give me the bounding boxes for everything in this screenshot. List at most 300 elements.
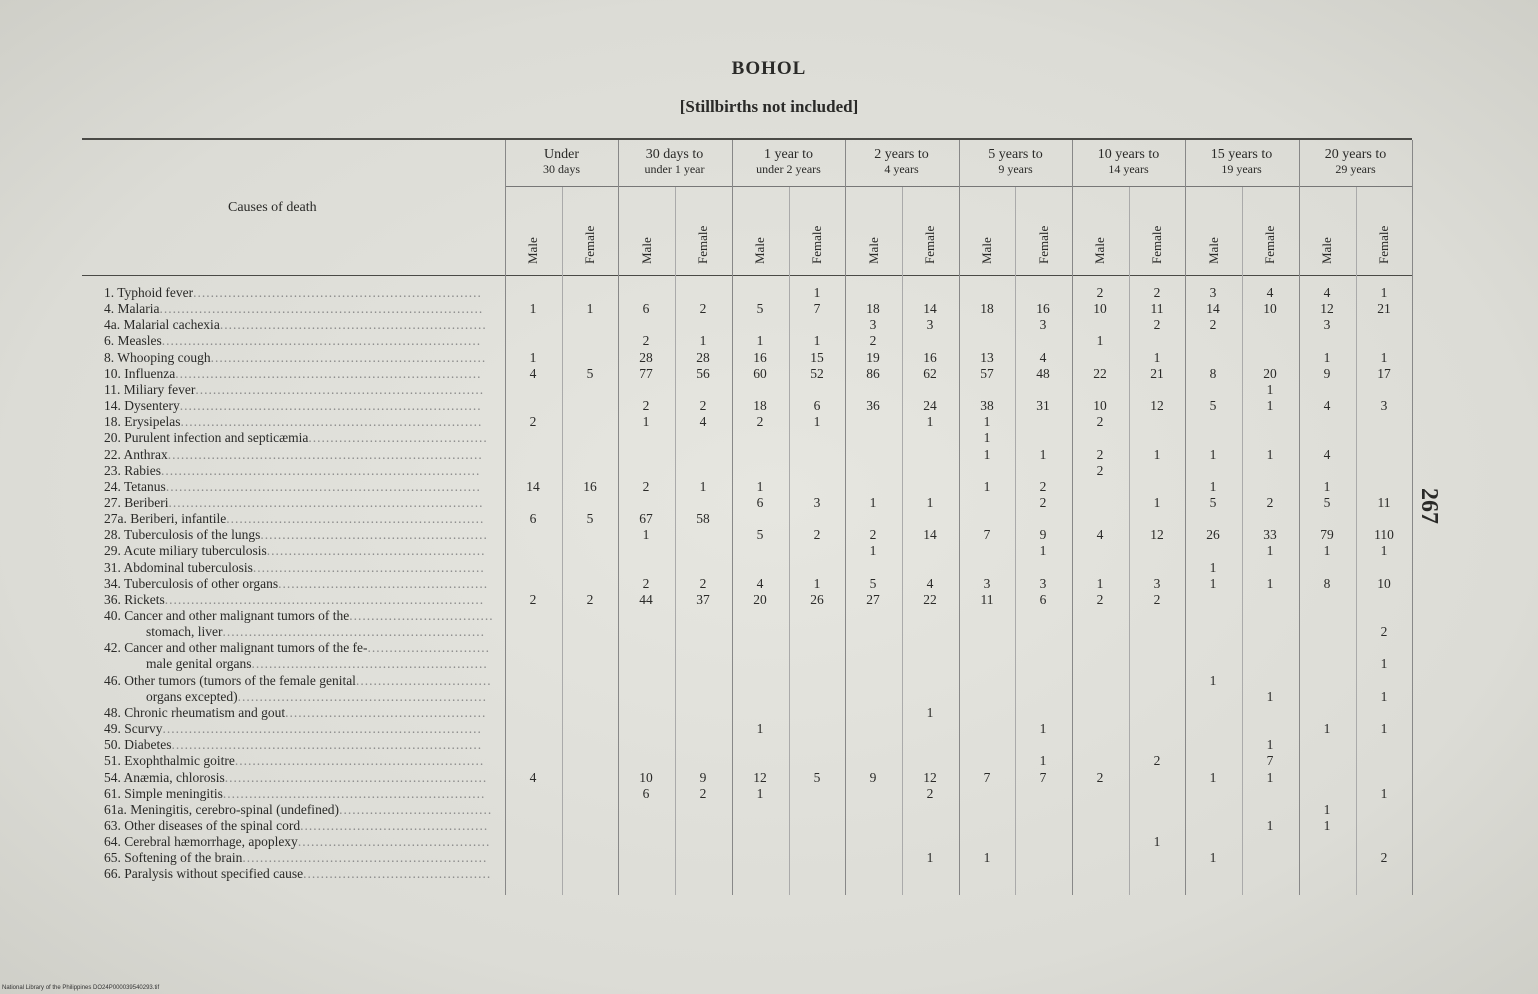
- data-cell: 36: [866, 398, 880, 413]
- data-cell: 21: [1150, 366, 1164, 381]
- data-cell: 6: [813, 398, 821, 413]
- data-cell: 3: [926, 317, 934, 332]
- age-group-line1: 5 years to: [988, 147, 1043, 162]
- data-cell: 1: [1209, 770, 1217, 785]
- cause-label: [104, 285, 482, 300]
- data-cell: 1: [983, 430, 991, 445]
- data-cell: 1: [642, 527, 650, 542]
- data-cell: 60: [753, 366, 767, 381]
- age-group-header: [1072, 148, 1185, 176]
- data-cell: 9: [869, 770, 877, 785]
- cause-label: [104, 317, 487, 332]
- data-cell: 13: [980, 350, 994, 365]
- data-cell: 1: [983, 414, 991, 429]
- data-cell: 1: [642, 414, 650, 429]
- male-column-label: Male: [866, 237, 881, 264]
- data-cell: 4: [1323, 398, 1331, 413]
- cause-label: [104, 527, 488, 542]
- cause-text: 64. Cerebral hæmorrhage, apoplexy: [104, 834, 298, 849]
- leader-dots: ............................: [367, 640, 491, 655]
- column-divider: [562, 187, 563, 895]
- cause-text: 22. Anthrax: [104, 447, 168, 462]
- female-column-label: Female: [809, 225, 824, 264]
- male-column-label: Male: [1092, 237, 1107, 264]
- cause-label: [104, 430, 488, 445]
- data-cell: 2: [529, 592, 537, 607]
- cause-text: 63. Other diseases of the spinal cord: [104, 818, 301, 833]
- data-cell: 4: [529, 770, 537, 785]
- data-cell: 1: [1266, 447, 1274, 462]
- leader-dots: ............................................................: [222, 786, 486, 801]
- data-cell: 20: [1263, 366, 1277, 381]
- data-cell: 8: [1209, 366, 1217, 381]
- data-cell: 1: [1039, 543, 1047, 558]
- data-cell: 57: [980, 366, 994, 381]
- leader-dots: .........................................................: [234, 753, 485, 768]
- data-cell: 1: [1266, 689, 1274, 704]
- data-cell: 1: [1266, 543, 1274, 558]
- data-cell: 12: [923, 770, 937, 785]
- data-cell: 1: [1039, 753, 1047, 768]
- cause-label: [104, 608, 494, 623]
- leader-dots: .......................................................................: [171, 737, 483, 752]
- data-cell: 6: [1039, 592, 1047, 607]
- cause-label: [104, 366, 481, 381]
- leader-dots: ...................................: [339, 802, 493, 817]
- age-group-header: [618, 148, 731, 176]
- data-cell: 12: [1320, 301, 1334, 316]
- cause-label: [104, 350, 486, 365]
- data-cell: 62: [923, 366, 937, 381]
- female-column-label: Female: [922, 225, 937, 264]
- data-cell: 1: [1323, 350, 1331, 365]
- data-cell: 2: [642, 333, 650, 348]
- data-cell: 2: [1380, 624, 1388, 639]
- data-cell: 1: [1153, 834, 1161, 849]
- data-cell: 1: [1209, 479, 1217, 494]
- male-column-label: Male: [979, 237, 994, 264]
- female-column-label: Female: [1376, 225, 1391, 264]
- cause-label: [104, 576, 488, 591]
- data-cell: 9: [1323, 366, 1331, 381]
- data-cell: 3: [1209, 285, 1217, 300]
- data-cell: 1: [586, 301, 594, 316]
- data-cell: 5: [869, 576, 877, 591]
- data-cell: 1: [926, 495, 934, 510]
- data-cell: 2: [1153, 592, 1161, 607]
- data-cell: 7: [983, 770, 991, 785]
- data-cell: 10: [1377, 576, 1391, 591]
- cause-text: 14. Dysentery: [104, 398, 180, 413]
- cause-text: 31. Abdominal tuberculosis: [104, 560, 253, 575]
- cause-label: [104, 786, 485, 801]
- data-cell: 12: [1150, 398, 1164, 413]
- column-divider: [1412, 140, 1413, 895]
- data-cell: 10: [1093, 301, 1107, 316]
- leader-dots: .........................................................................: [164, 592, 485, 607]
- age-group-header: [1185, 148, 1298, 176]
- cause-text: 46. Other tumors (tumors of the female genital: [104, 673, 356, 688]
- data-cell: 3: [1039, 317, 1047, 332]
- data-cell: 3: [1039, 576, 1047, 591]
- data-cell: 6: [529, 511, 537, 526]
- leader-dots: ...............................: [355, 673, 492, 688]
- cause-label: [104, 850, 487, 865]
- cause-label: [104, 673, 492, 688]
- leader-dots: ......................................................................: [175, 366, 482, 381]
- leader-dots: ..................................................: [266, 543, 486, 558]
- leader-dots: .........................................................: [237, 689, 487, 704]
- data-cell: 1: [813, 414, 821, 429]
- age-group-header: [1299, 148, 1412, 176]
- cause-text: 54. Anæmia, chlorosis: [104, 770, 225, 785]
- data-cell: 1: [1209, 576, 1217, 591]
- data-cell: 2: [1039, 495, 1047, 510]
- data-cell: 1: [983, 479, 991, 494]
- data-cell: 5: [1209, 398, 1217, 413]
- data-cell: 1: [926, 850, 934, 865]
- data-cell: 12: [1150, 527, 1164, 542]
- data-cell: 5: [813, 770, 821, 785]
- data-cell: 1: [1380, 689, 1388, 704]
- cause-label: [104, 398, 482, 413]
- data-cell: 3: [869, 317, 877, 332]
- data-cell: 6: [756, 495, 764, 510]
- data-cell: 1: [869, 495, 877, 510]
- data-cell: 26: [1206, 527, 1220, 542]
- data-cell: 1: [529, 350, 537, 365]
- age-group-line1: 1 year to: [764, 147, 813, 162]
- age-group-line2: 14 years: [1108, 162, 1149, 176]
- cause-label: [104, 834, 490, 849]
- data-cell: 4: [1266, 285, 1274, 300]
- cause-text: stomach, liver: [146, 624, 223, 639]
- cause-text: 28. Tuberculosis of the lungs: [104, 527, 261, 542]
- leader-dots: ...........................................................: [226, 511, 485, 526]
- data-cell: 1: [756, 479, 764, 494]
- data-cell: 15: [810, 350, 824, 365]
- data-cell: 18: [866, 301, 880, 316]
- page-number: 267: [1416, 488, 1442, 524]
- data-cell: 1: [756, 721, 764, 736]
- data-cell: 33: [1263, 527, 1277, 542]
- data-cell: 2: [699, 786, 707, 801]
- cause-label: [104, 770, 487, 785]
- age-group-line2: 9 years: [998, 162, 1033, 176]
- data-cell: 2: [1266, 495, 1274, 510]
- cause-label: [104, 414, 482, 429]
- cause-text: 8. Whooping cough: [104, 350, 211, 365]
- male-column-label: Male: [639, 237, 654, 264]
- data-cell: 5: [586, 511, 594, 526]
- cause-text: 11. Miliary fever: [104, 382, 196, 397]
- leader-dots: .............................................................: [219, 317, 487, 332]
- cause-text: 48. Chronic rheumatism and gout: [104, 705, 286, 720]
- cause-text: 36. Rickets: [104, 592, 165, 607]
- data-cell: 11: [980, 592, 994, 607]
- data-cell: 3: [1153, 576, 1161, 591]
- data-cell: 37: [696, 592, 710, 607]
- age-group-line1: 2 years to: [874, 147, 929, 162]
- leader-dots: ...............................................................: [210, 350, 487, 365]
- data-cell: 1: [1380, 543, 1388, 558]
- leader-dots: ..........................................................................: [159, 301, 484, 316]
- data-cell: 1: [756, 333, 764, 348]
- data-cell: 4: [1323, 285, 1331, 300]
- data-cell: 21: [1377, 301, 1391, 316]
- data-cell: 7: [983, 527, 991, 542]
- data-cell: 11: [1377, 495, 1391, 510]
- cause-label: [104, 560, 485, 575]
- data-cell: 1: [1209, 850, 1217, 865]
- data-cell: 31: [1036, 398, 1050, 413]
- data-cell: 1: [869, 543, 877, 558]
- cause-text: organs excepted): [146, 689, 238, 704]
- cause-label: [104, 802, 492, 817]
- cause-text: 24. Tetanus: [104, 479, 166, 494]
- data-cell: 1: [1209, 560, 1217, 575]
- data-cell: 2: [642, 398, 650, 413]
- data-cell: 3: [1323, 317, 1331, 332]
- cause-text: 10. Influenza: [104, 366, 176, 381]
- cause-text: 20. Purulent infection and septicæmia: [104, 430, 309, 445]
- data-cell: 9: [1039, 527, 1047, 542]
- leader-dots: ..............................................: [285, 705, 487, 720]
- data-cell: 79: [1320, 527, 1334, 542]
- cause-text: 23. Rabies: [104, 463, 161, 478]
- data-cell: 1: [1096, 576, 1104, 591]
- data-cell: 2: [642, 479, 650, 494]
- data-cell: 7: [1039, 770, 1047, 785]
- age-group-line1: 20 years to: [1324, 147, 1387, 162]
- data-cell: 52: [810, 366, 824, 381]
- leader-dots: ...........................................: [303, 866, 492, 881]
- cause-label: [104, 447, 483, 462]
- cause-text: 6. Measles: [104, 333, 162, 348]
- data-cell: 6: [642, 786, 650, 801]
- cause-label: [104, 640, 490, 655]
- data-cell: 4: [1096, 527, 1104, 542]
- cause-text: 40. Cancer and other malignant tumors of the: [104, 608, 350, 623]
- leader-dots: ...........................................: [300, 818, 489, 833]
- leader-dots: ........................................................................: [168, 495, 484, 510]
- data-cell: 1: [813, 333, 821, 348]
- cause-text: male genital organs: [146, 656, 252, 671]
- data-cell: 1: [1153, 447, 1161, 462]
- cause-text: 29. Acute miliary tuberculosis: [104, 543, 267, 558]
- data-cell: 1: [1039, 447, 1047, 462]
- data-cell: 7: [813, 301, 821, 316]
- data-cell: 2: [869, 527, 877, 542]
- data-cell: 2: [1153, 285, 1161, 300]
- data-cell: 9: [699, 770, 707, 785]
- data-cell: 26: [810, 592, 824, 607]
- data-cell: 28: [696, 350, 710, 365]
- female-column-label: Female: [582, 225, 597, 264]
- leader-dots: ............................................: [297, 834, 491, 849]
- header-bottom-rule: [82, 275, 1412, 276]
- leader-dots: ....................................................: [260, 527, 488, 542]
- data-cell: 110: [1374, 527, 1394, 542]
- cause-label: [146, 656, 488, 671]
- data-cell: 5: [586, 366, 594, 381]
- cause-label: [104, 511, 484, 526]
- leader-dots: .....................................................................: [179, 398, 482, 413]
- data-cell: 1: [1323, 543, 1331, 558]
- data-cell: 22: [923, 592, 937, 607]
- data-cell: 1: [1323, 818, 1331, 833]
- data-cell: 11: [1150, 301, 1164, 316]
- cause-label: [104, 737, 482, 752]
- cause-text: 27. Beriberi: [104, 495, 169, 510]
- data-cell: 2: [756, 414, 764, 429]
- cause-text: 42. Cancer and other malignant tumors of the fe-: [104, 640, 368, 655]
- data-cell: 77: [639, 366, 653, 381]
- data-cell: 28: [639, 350, 653, 365]
- male-column-label: Male: [1319, 237, 1334, 264]
- data-cell: 10: [639, 770, 653, 785]
- data-cell: 1: [1266, 382, 1274, 397]
- cause-label: [104, 818, 488, 833]
- leader-dots: .........................................................................: [161, 333, 482, 348]
- age-group-header: [845, 148, 958, 176]
- data-cell: 3: [1380, 398, 1388, 413]
- data-cell: 1: [756, 786, 764, 801]
- data-cell: 1: [1380, 656, 1388, 671]
- data-cell: 1: [813, 285, 821, 300]
- data-cell: 18: [980, 301, 994, 316]
- data-cell: 2: [1096, 447, 1104, 462]
- data-cell: 56: [696, 366, 710, 381]
- data-cell: 2: [699, 398, 707, 413]
- age-group-line1: 15 years to: [1210, 147, 1273, 162]
- data-cell: 1: [1153, 495, 1161, 510]
- data-cell: 1: [1209, 673, 1217, 688]
- cause-label: [146, 689, 487, 704]
- age-group-line1: 30 days to: [645, 147, 704, 162]
- age-group-line2: under 1 year: [644, 162, 705, 176]
- data-cell: 14: [1206, 301, 1220, 316]
- data-cell: 1: [1323, 479, 1331, 494]
- data-cell: 16: [583, 479, 597, 494]
- data-cell: 1: [1039, 721, 1047, 736]
- data-cell: 58: [696, 511, 710, 526]
- data-cell: 1: [1380, 350, 1388, 365]
- page-subtitle: [Stillbirths not included]: [679, 97, 859, 116]
- leader-dots: ..................................................................: [193, 285, 482, 300]
- cause-text: 66. Paralysis without specified cause: [104, 866, 304, 881]
- cause-text: 34. Tuberculosis of other organs: [104, 576, 279, 591]
- data-cell: 4: [529, 366, 537, 381]
- leader-dots: .....................................................................: [180, 414, 483, 429]
- data-cell: 17: [1377, 366, 1391, 381]
- cause-text: 18. Erysipelas: [104, 414, 181, 429]
- scan-footer: National Library of the Philippines DO24P000039540293.tif: [2, 985, 160, 991]
- age-group-line1: Under: [544, 147, 579, 162]
- female-column-label: Female: [1262, 225, 1277, 264]
- data-cell: 14: [526, 479, 540, 494]
- age-group-line1: 10 years to: [1097, 147, 1160, 162]
- data-cell: 2: [869, 333, 877, 348]
- table-top-rule: [82, 138, 1412, 140]
- leader-dots: ........................................................: [242, 850, 488, 865]
- data-cell: 10: [1263, 301, 1277, 316]
- cause-label: [104, 333, 481, 348]
- data-cell: 19: [866, 350, 880, 365]
- data-cell: 1: [1266, 770, 1274, 785]
- data-cell: 1: [983, 850, 991, 865]
- data-cell: 1: [926, 414, 934, 429]
- data-cell: 16: [923, 350, 937, 365]
- data-cell: 24: [923, 398, 937, 413]
- data-cell: 5: [756, 301, 764, 316]
- data-cell: 16: [753, 350, 767, 365]
- cause-label: [104, 753, 484, 768]
- leader-dots: ................................................: [278, 576, 489, 591]
- age-group-line2: 29 years: [1335, 162, 1376, 176]
- data-cell: 3: [813, 495, 821, 510]
- leader-dots: ......................................................: [251, 656, 488, 671]
- cause-label: [104, 866, 491, 881]
- data-cell: 22: [1093, 366, 1107, 381]
- data-cell: 1: [1266, 576, 1274, 591]
- cause-text: 61a. Meningitis, cerebro-spinal (undefined): [104, 802, 340, 817]
- leader-dots: ..................................................................: [195, 382, 485, 397]
- data-cell: 1: [1380, 285, 1388, 300]
- data-cell: 2: [1380, 850, 1388, 865]
- leader-dots: .........................................................................: [162, 721, 482, 736]
- data-cell: 1: [1209, 447, 1217, 462]
- cause-label: [104, 495, 483, 510]
- cause-label: [146, 624, 485, 639]
- data-cell: 2: [529, 414, 537, 429]
- cause-label: [104, 543, 485, 558]
- data-cell: 67: [639, 511, 653, 526]
- data-cell: 2: [926, 786, 934, 801]
- data-cell: 5: [756, 527, 764, 542]
- data-cell: 1: [1153, 350, 1161, 365]
- age-group-line2: 4 years: [884, 162, 919, 176]
- data-cell: 2: [1096, 414, 1104, 429]
- cause-text: 49. Scurvy: [104, 721, 163, 736]
- data-cell: 1: [1266, 398, 1274, 413]
- data-cell: 1: [1096, 333, 1104, 348]
- data-cell: 1: [1323, 721, 1331, 736]
- data-cell: 2: [1096, 463, 1104, 478]
- column-divider: [1299, 140, 1300, 895]
- data-cell: 14: [923, 527, 937, 542]
- data-cell: 2: [699, 301, 707, 316]
- leader-dots: ........................................................................: [165, 479, 481, 494]
- data-cell: 1: [1266, 737, 1274, 752]
- data-cell: 2: [642, 576, 650, 591]
- data-cell: 2: [586, 592, 594, 607]
- data-cell: 86: [866, 366, 880, 381]
- cause-text: 51. Exophthalmic goitre: [104, 753, 235, 768]
- data-cell: 1: [926, 705, 934, 720]
- data-cell: 2: [1153, 753, 1161, 768]
- data-cell: 16: [1036, 301, 1050, 316]
- data-cell: 10: [1093, 398, 1107, 413]
- data-cell: 1: [1323, 802, 1331, 817]
- data-cell: 2: [1039, 479, 1047, 494]
- cause-text: 4. Malaria: [104, 301, 160, 316]
- data-cell: 2: [699, 576, 707, 591]
- data-cell: 20: [753, 592, 767, 607]
- data-cell: 2: [813, 527, 821, 542]
- causes-header: Causes of death: [228, 200, 317, 215]
- data-cell: 1: [1380, 786, 1388, 801]
